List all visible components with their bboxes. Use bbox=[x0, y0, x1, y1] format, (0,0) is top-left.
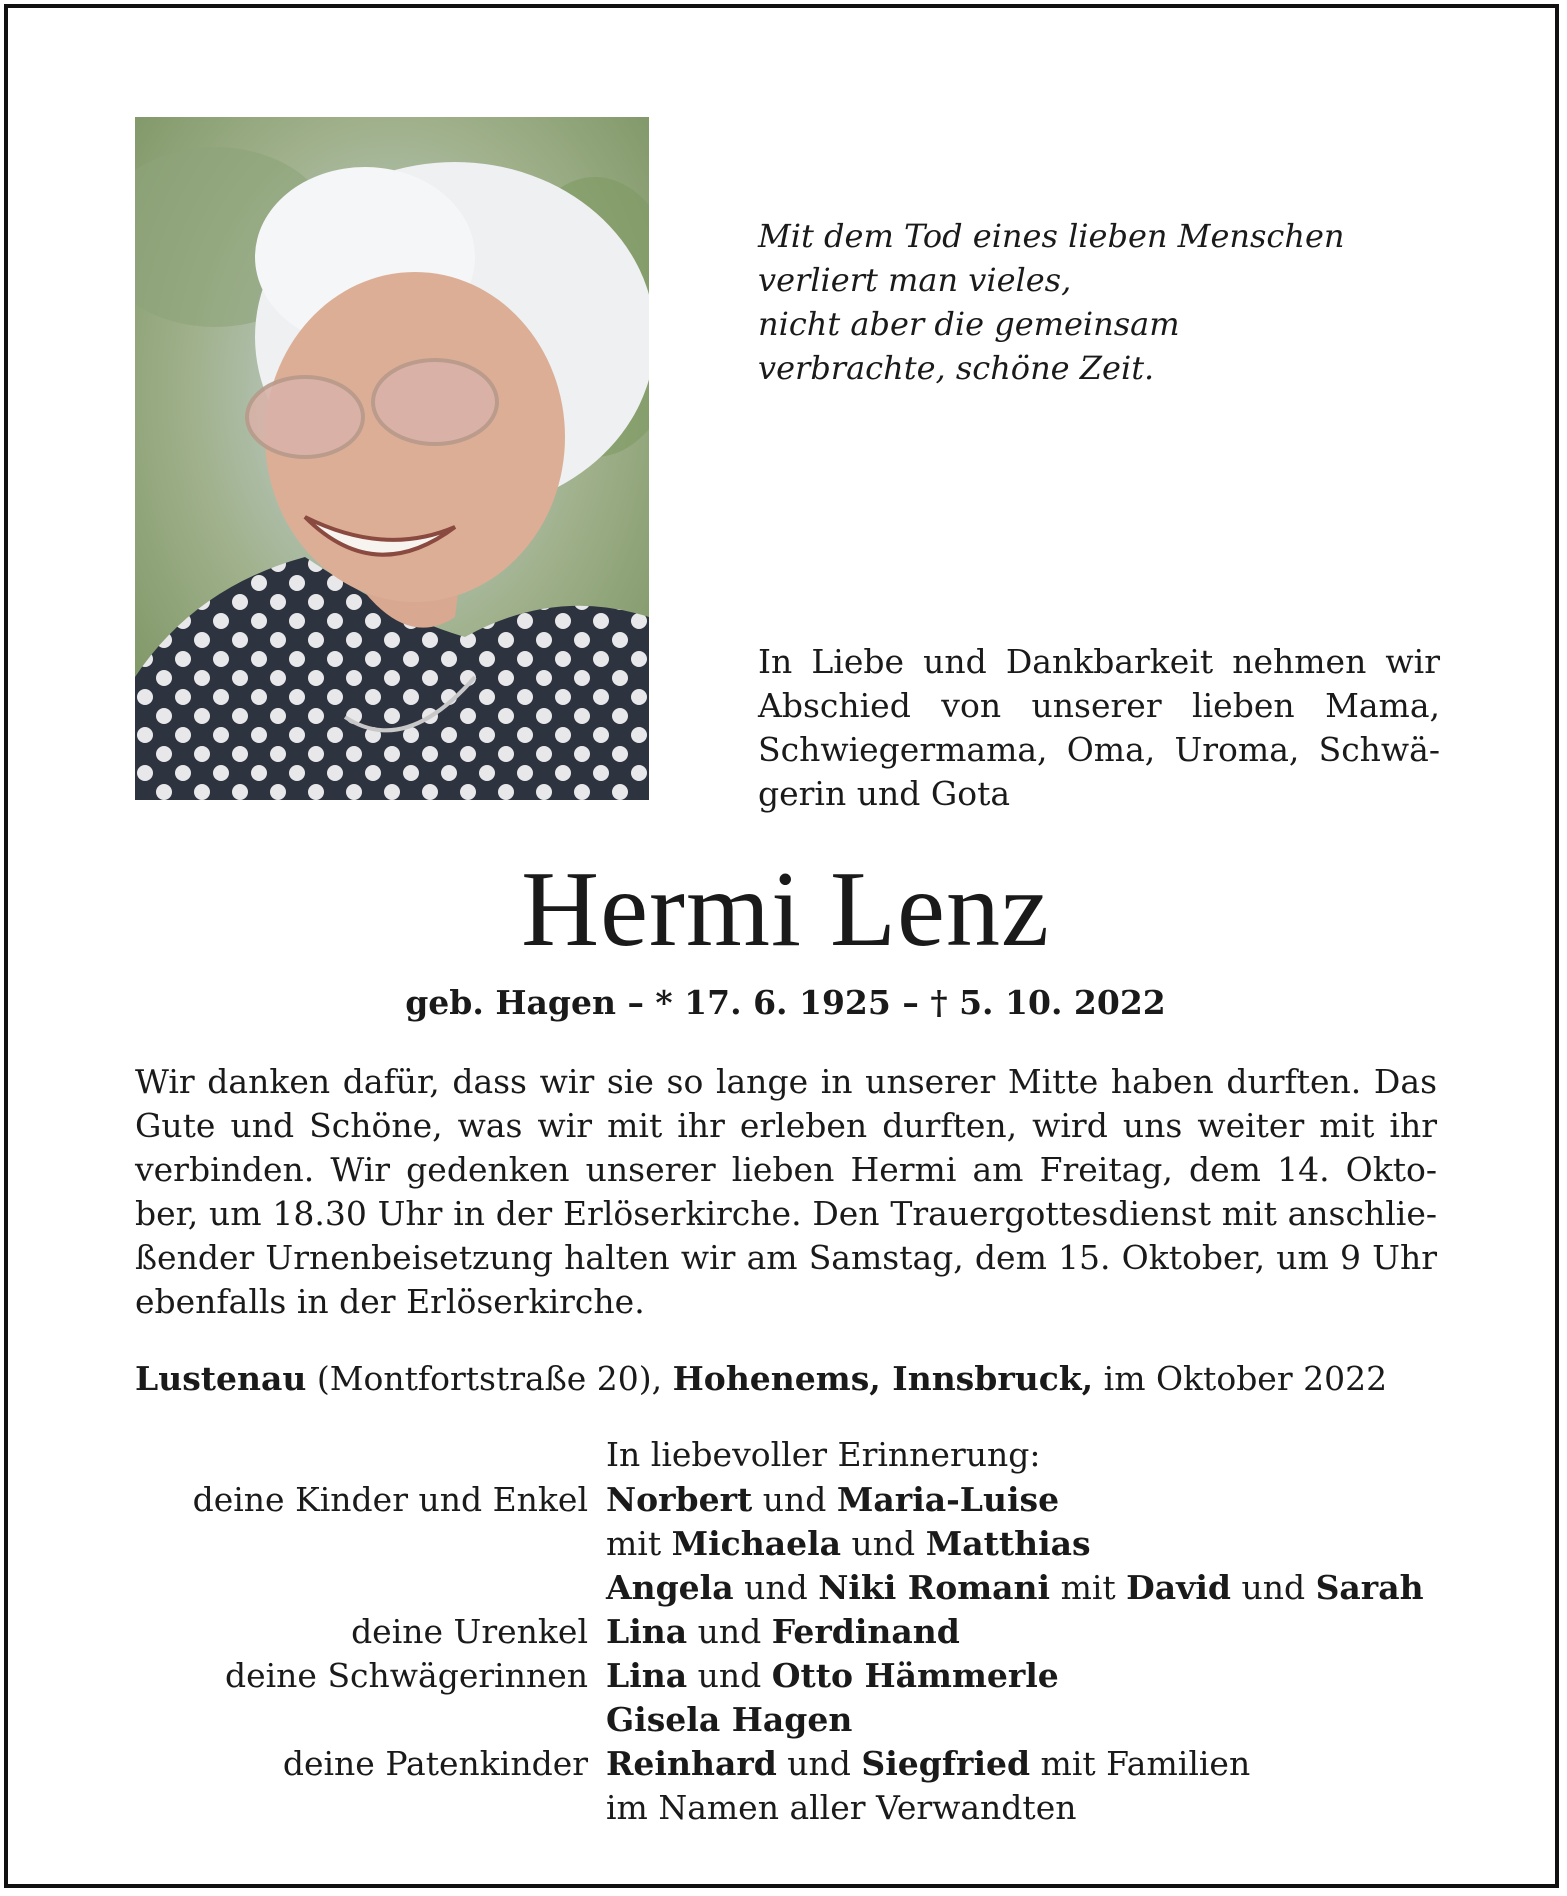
signature-row bbox=[8, 1654, 1563, 1698]
body-line: ßender Urnenbeisetzung halten wir am Samstag, dem 15. Oktober, um 9 Uhr bbox=[135, 1238, 1437, 1277]
relative-name: Niki Romani bbox=[818, 1568, 1051, 1607]
signature-row bbox=[8, 1698, 1563, 1742]
connector-text: mit bbox=[1050, 1568, 1127, 1607]
connector-text: und bbox=[841, 1524, 926, 1563]
signature-names bbox=[606, 1522, 1091, 1566]
place-and-date bbox=[135, 1355, 1455, 1403]
birth-death-dates: geb. Hagen – * 17. 6. 1925 – † 5. 10. 2022 bbox=[405, 983, 1166, 1022]
place-date: im Oktober 2022 bbox=[1103, 1359, 1388, 1398]
relative-name: Lina bbox=[606, 1656, 688, 1695]
signature-row bbox=[8, 1610, 1563, 1654]
quote-line: verbrachte, schöne Zeit. bbox=[758, 349, 1155, 387]
farewell-text bbox=[758, 640, 1440, 816]
farewell-line: gerin und Gota bbox=[758, 774, 1011, 813]
obituary-notice bbox=[4, 4, 1559, 1888]
signature-intro: In liebevoller Erinnerung: bbox=[606, 1435, 1041, 1474]
connector-text: und bbox=[1230, 1568, 1316, 1607]
connector-text: im Namen aller Verwandten bbox=[606, 1788, 1077, 1827]
portrait-image bbox=[135, 117, 649, 800]
body-line: ber, um 18.30 Uhr in der Erlöserkirche. Den Trauergottesdienst mit anschlie- bbox=[135, 1194, 1437, 1233]
signature-names bbox=[606, 1610, 960, 1654]
quote-line: nicht aber die gemeinsam bbox=[758, 305, 1180, 343]
relative-name: Siegfried bbox=[861, 1744, 1031, 1783]
place-town: Lustenau bbox=[135, 1359, 307, 1398]
relative-name: Angela bbox=[606, 1568, 734, 1607]
connector-text: und bbox=[733, 1568, 819, 1607]
relative-name: Maria-Luise bbox=[836, 1480, 1060, 1519]
relative-name: Matthias bbox=[925, 1524, 1091, 1563]
signature-names bbox=[606, 1654, 1059, 1698]
body-line: verbinden. Wir gedenken unserer lieben Hermi am Freitag, dem 14. Okto- bbox=[135, 1150, 1437, 1189]
relative-name: Gisela Hagen bbox=[606, 1700, 853, 1739]
signature-names bbox=[606, 1566, 1424, 1610]
relative-name: Ferdinand bbox=[771, 1612, 960, 1651]
signature-row bbox=[8, 1522, 1563, 1566]
signature-names bbox=[606, 1786, 1076, 1830]
place-others: Hohenems, Innsbruck, bbox=[672, 1359, 1094, 1398]
signature-row bbox=[8, 1566, 1563, 1610]
relative-name: David bbox=[1126, 1568, 1231, 1607]
quote-line: verliert man vieles, bbox=[758, 261, 1072, 299]
signature-names bbox=[606, 1478, 1059, 1522]
connector-text: mit bbox=[606, 1524, 672, 1563]
place-address: (Montfortstraße 20), bbox=[316, 1359, 663, 1398]
signature-label: deine Schwägerinnen bbox=[224, 1656, 588, 1695]
signature-list bbox=[8, 1478, 1563, 1830]
farewell-line: Abschied von unserer lieben Mama, bbox=[758, 686, 1440, 725]
signature-label: deine Urenkel bbox=[351, 1612, 588, 1651]
body-line: Wir danken dafür, dass wir sie so lange in unserer Mitte haben durften. Das bbox=[135, 1062, 1437, 1101]
signature-label: deine Kinder und Enkel bbox=[192, 1480, 588, 1519]
relative-name: Sarah bbox=[1315, 1568, 1424, 1607]
portrait-photo bbox=[135, 117, 649, 800]
connector-text: und bbox=[752, 1480, 837, 1519]
relative-name: Reinhard bbox=[606, 1744, 777, 1783]
relative-name: Lina bbox=[606, 1612, 688, 1651]
connector-text: mit Familien bbox=[1030, 1744, 1251, 1783]
body-line: ebenfalls in der Erlöserkirche. bbox=[135, 1282, 645, 1321]
signature-label: deine Patenkinder bbox=[282, 1744, 588, 1783]
farewell-line: Schwiegermama, Oma, Uroma, Schwä- bbox=[758, 730, 1440, 769]
memorial-quote bbox=[758, 214, 1358, 390]
relative-name: Otto Hämmerle bbox=[771, 1656, 1059, 1695]
deceased-name: Hermi Lenz bbox=[521, 850, 1050, 969]
farewell-line: In Liebe und Dankbarkeit nehmen wir bbox=[758, 642, 1440, 681]
connector-text: und bbox=[687, 1656, 772, 1695]
signature-row bbox=[8, 1786, 1563, 1830]
quote-line: Mit dem Tod eines lieben Menschen bbox=[758, 217, 1345, 255]
signature-row bbox=[8, 1478, 1563, 1522]
relative-name: Michaela bbox=[671, 1524, 842, 1563]
signature-names bbox=[606, 1742, 1250, 1786]
connector-text: und bbox=[687, 1612, 772, 1651]
connector-text: und bbox=[776, 1744, 862, 1783]
body-line: Gute und Schöne, was wir mit ihr erleben durften, wird uns weiter mit ihr bbox=[135, 1106, 1437, 1145]
body-text bbox=[135, 1060, 1437, 1324]
signature-row bbox=[8, 1742, 1563, 1786]
signature-names bbox=[606, 1698, 852, 1742]
relative-name: Norbert bbox=[606, 1480, 753, 1519]
